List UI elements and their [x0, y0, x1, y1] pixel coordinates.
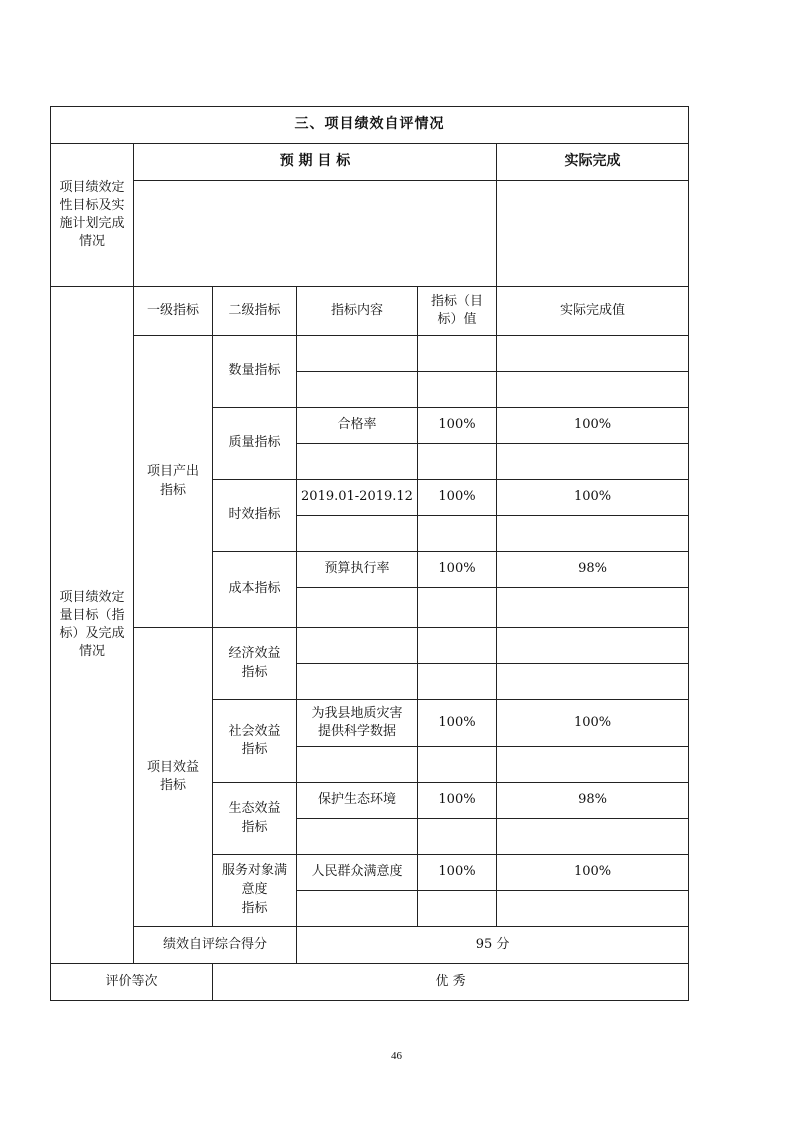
page-number: 46: [391, 1050, 402, 1062]
performance-table: [50, 106, 689, 1001]
output-indicator-label: 项目产出 指标: [134, 336, 213, 628]
content-header: 指标内容: [297, 287, 418, 336]
table-cell: [297, 372, 418, 408]
table-cell: [497, 516, 689, 552]
ecological-target: 100%: [418, 783, 497, 819]
social-indicator: 社会效益 指标: [213, 700, 297, 783]
timeliness-indicator: 时效指标: [213, 480, 297, 552]
grade-value: 优 秀: [213, 964, 689, 1001]
table-cell: [497, 588, 689, 628]
social-actual: 100%: [497, 700, 689, 747]
table-cell: [297, 588, 418, 628]
table-cell: [418, 444, 497, 480]
table-cell: [297, 819, 418, 855]
score-label: 绩效自评综合得分: [134, 927, 297, 964]
expected-goal-header: 预 期 目 标: [134, 144, 497, 181]
ecological-content: 保护生态环境: [297, 783, 418, 819]
table-cell: [297, 628, 418, 664]
table-cell: [497, 819, 689, 855]
table-cell: [418, 588, 497, 628]
table-cell: [497, 891, 689, 927]
table-cell: [418, 664, 497, 700]
table-cell: [297, 444, 418, 480]
table-cell: [497, 444, 689, 480]
table-cell: [497, 372, 689, 408]
satisfaction-target: 100%: [418, 855, 497, 891]
ecological-actual: 98%: [497, 783, 689, 819]
table-cell: [497, 664, 689, 700]
target-header: 指标（目 标）值: [418, 287, 497, 336]
cost-target: 100%: [418, 552, 497, 588]
score-value: 95 分: [297, 927, 689, 964]
quality-content: 合格率: [297, 408, 418, 444]
table-cell: [418, 628, 497, 664]
table-cell: [297, 891, 418, 927]
quality-indicator: 质量指标: [213, 408, 297, 480]
actual-completion-header: 实际完成: [497, 144, 689, 181]
section-title: 三、项目绩效自评情况: [51, 107, 689, 144]
economic-indicator: 经济效益 指标: [213, 628, 297, 700]
table-cell: [418, 891, 497, 927]
table-cell: [497, 336, 689, 372]
satisfaction-indicator: 服务对象满 意度 指标: [213, 855, 297, 927]
cost-content: 预算执行率: [297, 552, 418, 588]
quantity-indicator: 数量指标: [213, 336, 297, 408]
quality-target: 100%: [418, 408, 497, 444]
table-cell: [497, 628, 689, 664]
table-cell: [297, 664, 418, 700]
timeliness-content: 2019.01-2019.12: [297, 480, 418, 516]
table-cell: [297, 747, 418, 783]
cost-actual: 98%: [497, 552, 689, 588]
timeliness-actual: 100%: [497, 480, 689, 516]
level2-header: 二级指标: [213, 287, 297, 336]
expected-goal-cell: [134, 181, 497, 287]
satisfaction-actual: 100%: [497, 855, 689, 891]
table-cell: [297, 336, 418, 372]
ecological-indicator: 生态效益 指标: [213, 783, 297, 855]
actual-completion-cell: [497, 181, 689, 287]
social-target: 100%: [418, 700, 497, 747]
qualitative-label: 项目绩效定 性目标及实 施计划完成 情况: [51, 144, 134, 287]
grade-label: 评价等次: [51, 964, 213, 1001]
actual-value-header: 实际完成值: [497, 287, 689, 336]
level1-header: 一级指标: [134, 287, 213, 336]
benefit-indicator-label: 项目效益 指标: [134, 628, 213, 927]
quality-actual: 100%: [497, 408, 689, 444]
table-cell: [497, 747, 689, 783]
cost-indicator: 成本指标: [213, 552, 297, 628]
social-content: 为我县地质灾害 提供科学数据: [297, 700, 418, 747]
table-cell: [418, 336, 497, 372]
timeliness-target: 100%: [418, 480, 497, 516]
table-cell: [418, 747, 497, 783]
satisfaction-content: 人民群众满意度: [297, 855, 418, 891]
table-cell: [418, 516, 497, 552]
table-cell: [418, 819, 497, 855]
quantitative-label: 项目绩效定 量目标（指 标）及完成 情况: [51, 287, 134, 964]
table-cell: [297, 516, 418, 552]
table-cell: [418, 372, 497, 408]
